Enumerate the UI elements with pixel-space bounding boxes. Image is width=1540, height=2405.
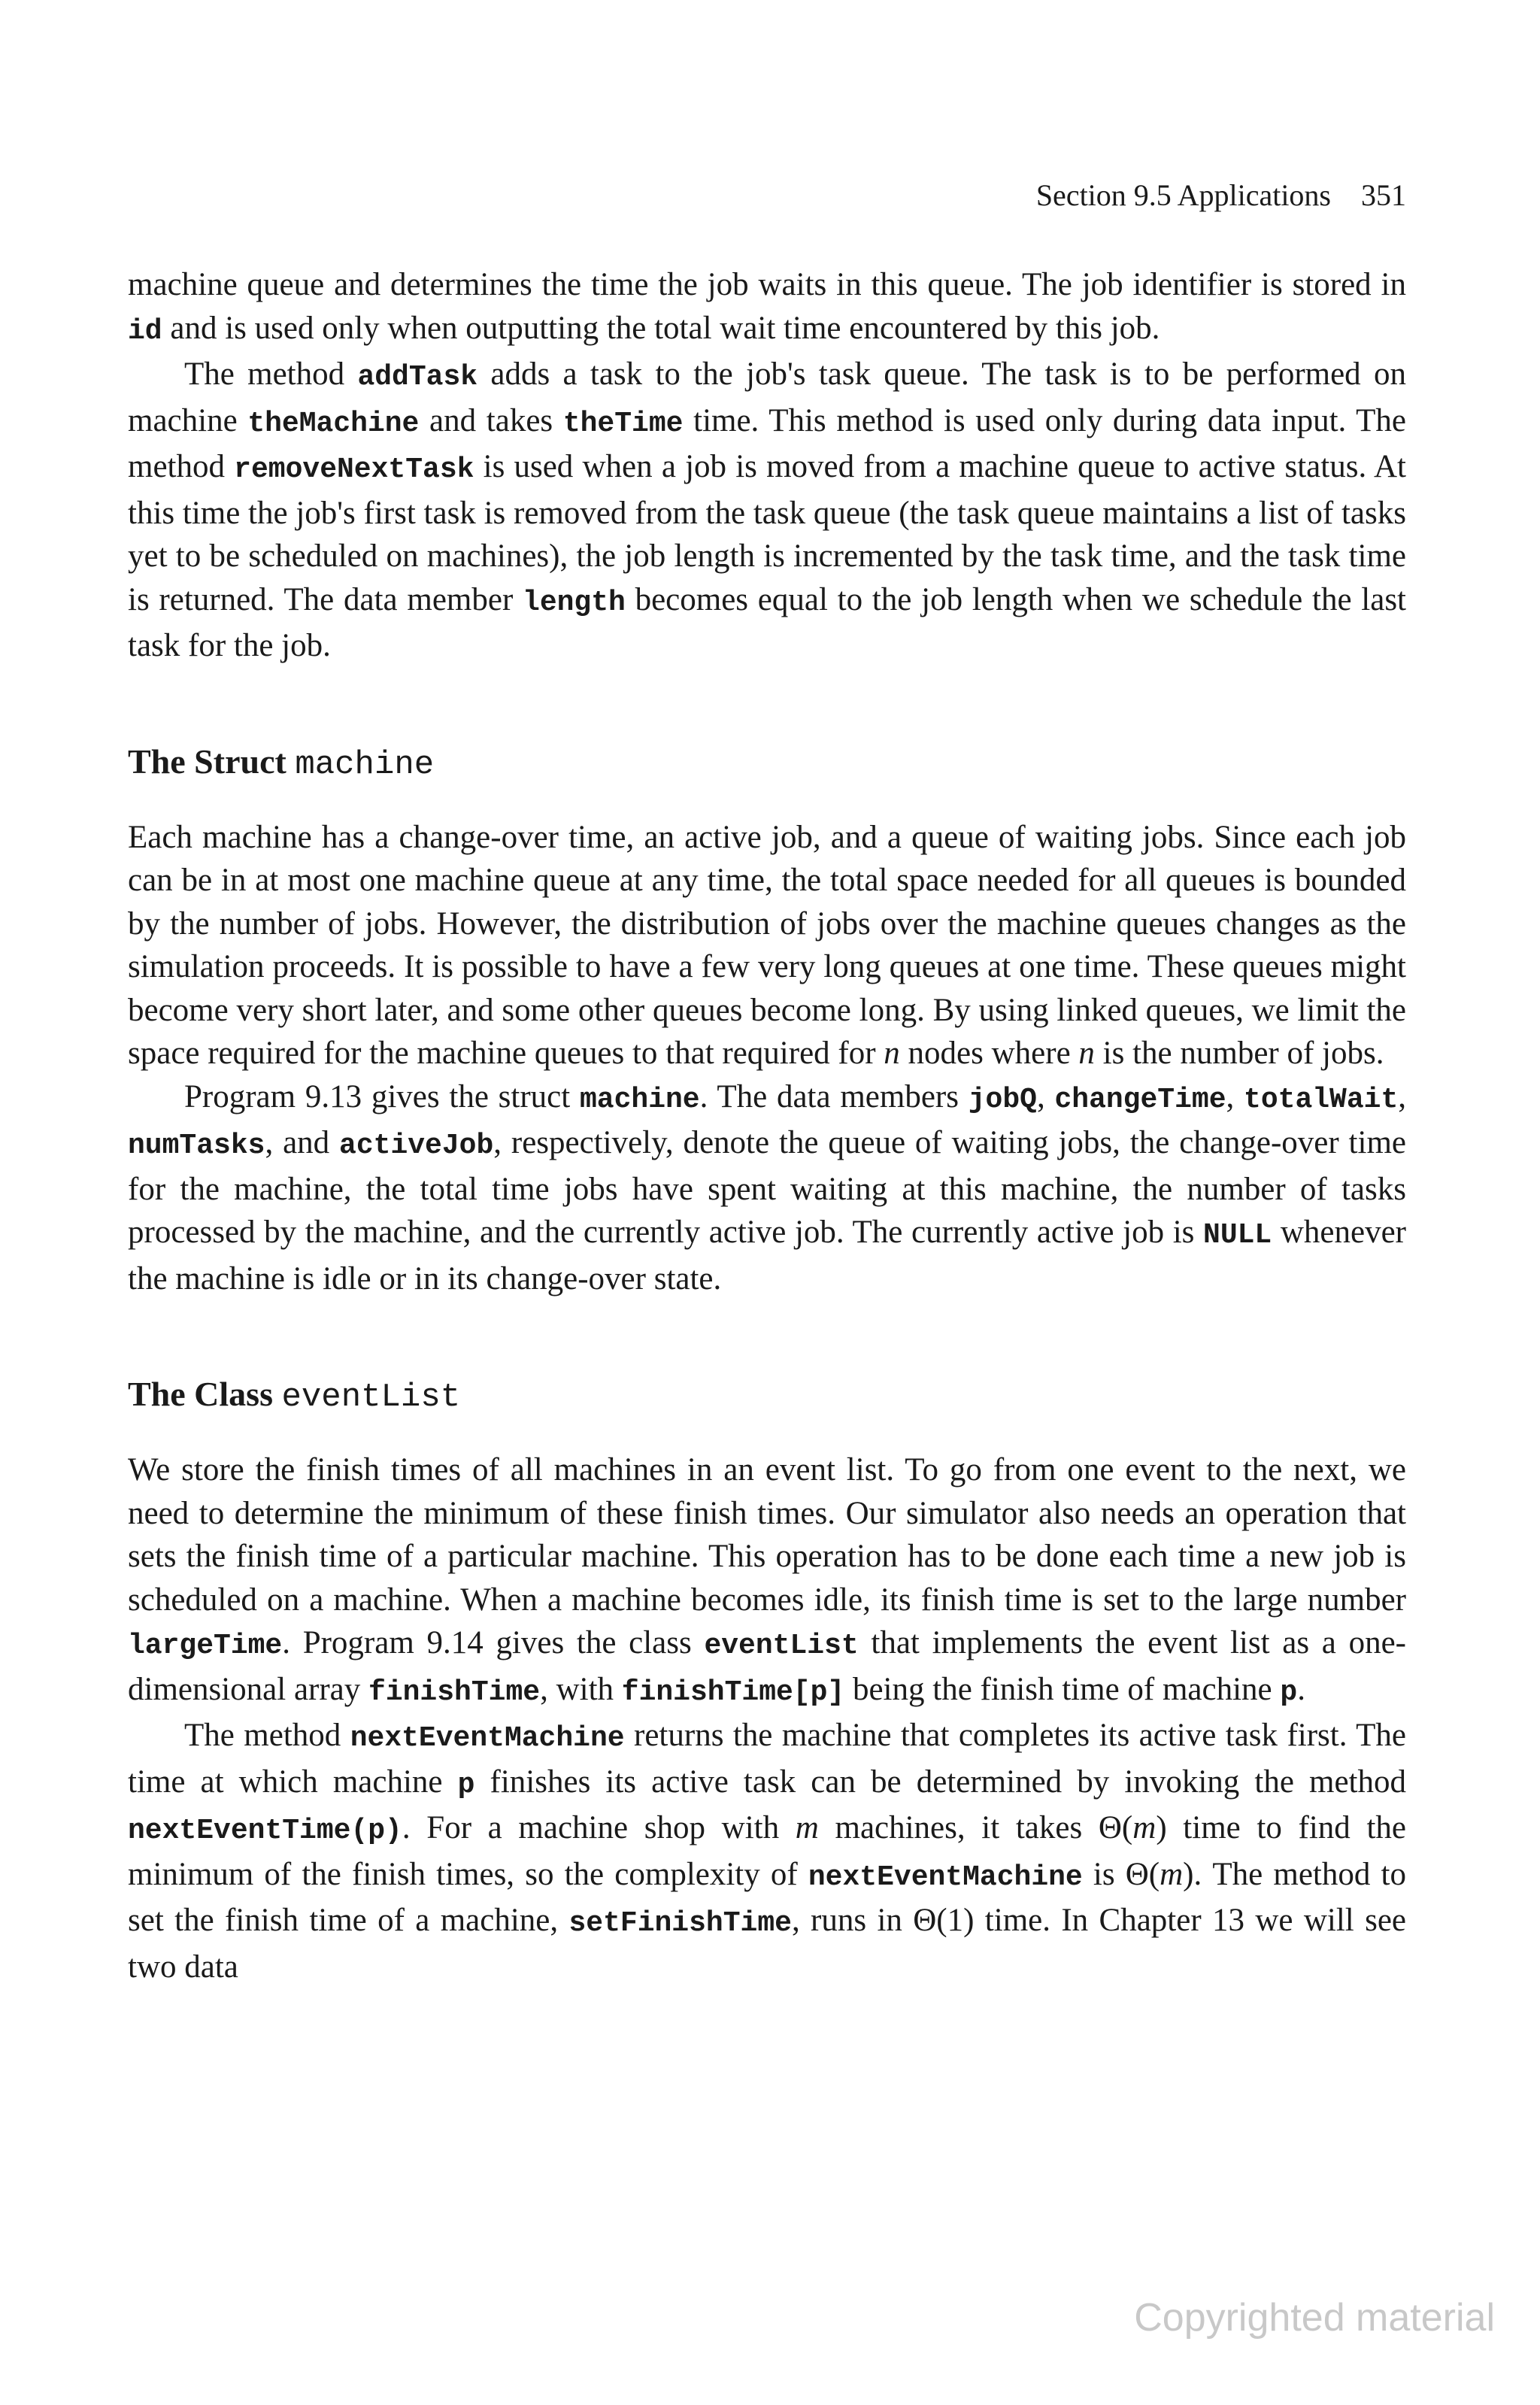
text: The method: [184, 356, 358, 392]
text: The method: [184, 1718, 350, 1753]
text: finishes its active task can be determined by invoking the method: [474, 1764, 1406, 1800]
paragraph-event-list: [128, 1448, 1406, 1714]
text: We store the finish times of all machines in an event list. To go from one event to the next, we need to determine the minimum of these finish times. Our simulator also needs an operation that sets the finish time of a particular machine. This operation has to be done each time a new job is scheduled on a machine. When a machine becomes idle, its finish time is set to the large number: [128, 1452, 1406, 1618]
heading-text: The Class: [128, 1375, 282, 1413]
paragraph-program-9-13: [128, 1075, 1406, 1301]
text: ,: [1036, 1078, 1055, 1115]
math-var: m: [1160, 1856, 1184, 1892]
text: . For a machine shop with: [402, 1810, 796, 1845]
math-var: m: [1132, 1810, 1157, 1845]
code-term: theMachine: [247, 407, 420, 440]
heading-class-eventlist: [128, 1372, 1406, 1420]
code-term: NULL: [1203, 1219, 1272, 1251]
code-term: changeTime: [1054, 1083, 1226, 1116]
text: ). The method to set the finish time of a machine,: [128, 1856, 1406, 1938]
code-term: eventList: [704, 1630, 859, 1662]
paragraph-job-queue: [128, 263, 1406, 353]
text: becomes equal to the job length when we schedule the last task for the job.: [128, 581, 1407, 663]
code-term: addTask: [357, 361, 478, 393]
heading-code: eventList: [281, 1378, 461, 1416]
text: adds a task to the job's task queue. The task is to be performed on machine: [128, 356, 1406, 438]
code-term: nextEventTime(p): [128, 1815, 402, 1847]
text: and is used only when outputting the total wait time encountered by this job.: [162, 310, 1160, 346]
text: is used when a job is moved from a machine queue to active status. At this time the job's first task is removed from the task queue (the task queue maintains a list of tasks yet to be scheduled on machines), the job length is incremented by the task time, and the task time is returned. The data member: [128, 449, 1407, 617]
text: returns the machine that completes its active task first. The time at which machine: [128, 1718, 1406, 1800]
code-term: machine: [579, 1083, 700, 1116]
code-term: length: [523, 586, 626, 619]
text: , runs in Θ(1) time. In Chapter 13 we will see two data: [128, 1903, 1406, 1985]
code-term: removeNextTask: [234, 453, 474, 486]
text: . Program 9.14 gives the class: [282, 1625, 705, 1660]
text: Each machine has a change-over time, an active job, and a queue of waiting jobs. Since each job can be in at most one machine queue at any time, the total space needed for all queues is bounded by the number of jobs. However, the distribution of jobs over the machine queues changes as the simulation proceeds. It is possible to have a few very long queues at one time. These queues might become very short later, and some other queues become long. By using linked queues, we limit the space required for the machine queues to that required for: [128, 819, 1406, 1071]
code-term: finishTime: [368, 1676, 541, 1709]
code-term: theTime: [562, 407, 684, 440]
text: ) time to find the minimum of the finish times, so the complexity of: [128, 1810, 1406, 1892]
text: whenever the machine is idle or in its change-over state.: [128, 1215, 1406, 1297]
text: ,: [1226, 1078, 1244, 1115]
text: and takes: [419, 402, 563, 438]
code-term: id: [128, 314, 162, 347]
code-term: finishTime[p]: [621, 1676, 845, 1709]
code-term: activeJob: [339, 1130, 494, 1162]
text: nodes where: [899, 1036, 1079, 1071]
text: .: [1297, 1671, 1305, 1707]
code-term: setFinishTime: [568, 1907, 792, 1939]
copyright-watermark: Copyrighted material: [1134, 2296, 1495, 2340]
text: is the number of jobs.: [1094, 1036, 1384, 1071]
text: ,: [1398, 1078, 1407, 1115]
text: , with: [540, 1671, 622, 1707]
code-term: p: [1280, 1676, 1298, 1709]
text: is Θ(: [1082, 1856, 1160, 1892]
paragraph-machine-description: [128, 816, 1406, 1075]
text: machines, it takes Θ(: [818, 1810, 1133, 1845]
code-term: jobQ: [968, 1083, 1037, 1116]
text: that implements the event list as a one-dimensional array: [128, 1625, 1406, 1707]
code-term: largeTime: [128, 1630, 283, 1662]
running-head: [128, 173, 1406, 218]
math-var: m: [795, 1810, 819, 1845]
text: Program 9.13 gives the struct: [184, 1078, 580, 1115]
heading-code: machine: [295, 745, 435, 784]
paragraph-add-task: [128, 353, 1406, 668]
heading-struct-machine: [128, 739, 1406, 787]
code-term: nextEventMachine: [808, 1861, 1083, 1894]
code-term: totalWait: [1244, 1083, 1399, 1116]
text: time. This method is used only during data input. The method: [128, 402, 1407, 484]
heading-text: The Struct: [128, 742, 296, 781]
text: , and: [265, 1125, 340, 1160]
math-var: n: [884, 1036, 900, 1071]
code-term: nextEventMachine: [350, 1722, 625, 1754]
text: , respectively, denote the queue of waiting jobs, the change-over time for the machine, the total time jobs have spent waiting at this machine, the number of tasks processed by the machine, and the currently active job. The currently active job is: [128, 1125, 1406, 1250]
math-var: n: [1078, 1036, 1095, 1071]
section-title: Section 9.5 Applications: [1035, 178, 1331, 212]
paragraph-next-event-machine: [128, 1714, 1406, 1988]
text: being the finish time of machine: [844, 1671, 1281, 1707]
text: . The data members: [699, 1078, 969, 1115]
body-text: [128, 263, 1406, 1988]
text: machine queue and determines the time the job waits in this queue. The job identifier is stored in: [128, 267, 1406, 302]
code-term: numTasks: [128, 1130, 265, 1162]
code-term: p: [457, 1768, 475, 1801]
page-number: 351: [1361, 178, 1406, 212]
